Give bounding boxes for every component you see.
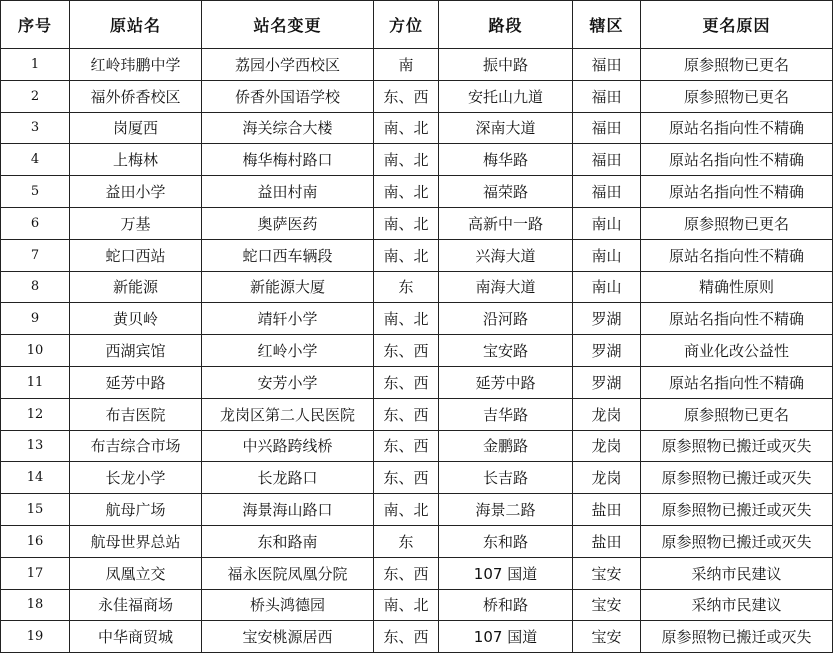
road-cell: 107 国道 [439,557,573,589]
table-row [1,589,833,621]
direction-cell: 东、西 [374,557,439,589]
new-name-cell: 龙岗区第二人民医院 [202,398,374,430]
road-cell: 南海大道 [439,271,573,303]
index-cell: 18 [1,589,70,621]
table-row [1,525,833,557]
direction-cell: 南 [374,49,439,81]
district-cell: 福田 [573,176,641,208]
table-row [1,239,833,271]
district-cell: 宝安 [573,589,641,621]
new-name-cell: 新能源大厦 [202,271,374,303]
district-cell: 福田 [573,144,641,176]
new-name-cell: 安芳小学 [202,366,374,398]
table-row [1,335,833,367]
original-name-cell: 新能源 [70,271,202,303]
district-cell: 龙岗 [573,430,641,462]
direction-cell: 南、北 [374,207,439,239]
original-name-cell: 永佳福商场 [70,589,202,621]
index-cell: 8 [1,271,70,303]
new-name-cell: 海关综合大楼 [202,112,374,144]
district-cell: 福田 [573,112,641,144]
header-cell-road: 路段 [439,1,573,49]
reason-cell: 商业化改公益性 [641,335,833,367]
table-row [1,398,833,430]
road-cell: 107 国道 [439,621,573,653]
district-cell: 南山 [573,239,641,271]
road-cell: 高新中一路 [439,207,573,239]
table-row [1,621,833,653]
direction-cell: 东、西 [374,335,439,367]
district-cell: 罗湖 [573,303,641,335]
table-row [1,112,833,144]
original-name-cell: 益田小学 [70,176,202,208]
new-name-cell: 梅华梅村路口 [202,144,374,176]
header-row [1,1,833,49]
original-name-cell: 布吉医院 [70,398,202,430]
reason-cell: 原站名指向性不精确 [641,176,833,208]
road-cell: 桥和路 [439,589,573,621]
table-row [1,80,833,112]
new-name-cell: 宝安桃源居西 [202,621,374,653]
district-cell: 宝安 [573,621,641,653]
direction-cell: 东、西 [374,430,439,462]
table-row [1,462,833,494]
header-cell-index: 序号 [1,1,70,49]
original-name-cell: 福外侨香校区 [70,80,202,112]
table-row [1,144,833,176]
new-name-cell: 侨香外国语学校 [202,80,374,112]
original-name-cell: 岗厦西 [70,112,202,144]
index-cell: 4 [1,144,70,176]
reason-cell: 原站名指向性不精确 [641,144,833,176]
direction-cell: 南、北 [374,176,439,208]
index-cell: 14 [1,462,70,494]
road-cell: 深南大道 [439,112,573,144]
table-row [1,176,833,208]
original-name-cell: 西湖宾馆 [70,335,202,367]
road-cell: 兴海大道 [439,239,573,271]
reason-cell: 原站名指向性不精确 [641,303,833,335]
new-name-cell: 中兴路跨线桥 [202,430,374,462]
header-cell-original-name: 原站名 [70,1,202,49]
direction-cell: 东 [374,525,439,557]
direction-cell: 南、北 [374,589,439,621]
direction-cell: 东、西 [374,462,439,494]
index-cell: 6 [1,207,70,239]
index-cell: 12 [1,398,70,430]
new-name-cell: 蛇口西车辆段 [202,239,374,271]
direction-cell: 南、北 [374,303,439,335]
header-cell-direction: 方位 [374,1,439,49]
original-name-cell: 上梅林 [70,144,202,176]
index-cell: 1 [1,49,70,81]
original-name-cell: 黄贝岭 [70,303,202,335]
reason-cell: 原参照物已搬迁或灭失 [641,462,833,494]
district-cell: 南山 [573,271,641,303]
district-cell: 龙岗 [573,462,641,494]
road-cell: 沿河路 [439,303,573,335]
reason-cell: 原参照物已搬迁或灭失 [641,525,833,557]
index-cell: 5 [1,176,70,208]
district-cell: 福田 [573,80,641,112]
new-name-cell: 红岭小学 [202,335,374,367]
road-cell: 金鹏路 [439,430,573,462]
direction-cell: 南、北 [374,144,439,176]
index-cell: 10 [1,335,70,367]
original-name-cell: 长龙小学 [70,462,202,494]
new-name-cell: 长龙路口 [202,462,374,494]
reason-cell: 采纳市民建议 [641,557,833,589]
table-row [1,49,833,81]
index-cell: 2 [1,80,70,112]
direction-cell: 东 [374,271,439,303]
new-name-cell: 东和路南 [202,525,374,557]
reason-cell: 原参照物已更名 [641,49,833,81]
road-cell: 东和路 [439,525,573,557]
direction-cell: 南、北 [374,239,439,271]
district-cell: 南山 [573,207,641,239]
direction-cell: 东、西 [374,621,439,653]
header-cell-district: 辖区 [573,1,641,49]
reason-cell: 原站名指向性不精确 [641,239,833,271]
reason-cell: 采纳市民建议 [641,589,833,621]
new-name-cell: 靖轩小学 [202,303,374,335]
original-name-cell: 布吉综合市场 [70,430,202,462]
table-row [1,303,833,335]
reason-cell: 原参照物已更名 [641,207,833,239]
district-cell: 盐田 [573,494,641,526]
index-cell: 9 [1,303,70,335]
road-cell: 宝安路 [439,335,573,367]
reason-cell: 原参照物已搬迁或灭失 [641,494,833,526]
index-cell: 11 [1,366,70,398]
direction-cell: 东、西 [374,366,439,398]
district-cell: 罗湖 [573,335,641,367]
index-cell: 3 [1,112,70,144]
table-row [1,494,833,526]
table-row [1,557,833,589]
original-name-cell: 中华商贸城 [70,621,202,653]
new-name-cell: 海景海山路口 [202,494,374,526]
reason-cell: 原站名指向性不精确 [641,366,833,398]
header-cell-new-name: 站名变更 [202,1,374,49]
reason-cell: 原参照物已更名 [641,398,833,430]
index-cell: 17 [1,557,70,589]
road-cell: 安托山九道 [439,80,573,112]
direction-cell: 南、北 [374,494,439,526]
index-cell: 15 [1,494,70,526]
original-name-cell: 航母世界总站 [70,525,202,557]
district-cell: 罗湖 [573,366,641,398]
table-header [1,1,833,49]
new-name-cell: 奥萨医药 [202,207,374,239]
table-row [1,271,833,303]
new-name-cell: 福永医院凤凰分院 [202,557,374,589]
reason-cell: 原站名指向性不精确 [641,112,833,144]
original-name-cell: 万基 [70,207,202,239]
index-cell: 16 [1,525,70,557]
table-row [1,207,833,239]
road-cell: 延芳中路 [439,366,573,398]
table-row [1,430,833,462]
district-cell: 龙岗 [573,398,641,430]
district-cell: 福田 [573,49,641,81]
index-cell: 7 [1,239,70,271]
direction-cell: 东、西 [374,80,439,112]
new-name-cell: 桥头鸿德园 [202,589,374,621]
original-name-cell: 蛇口西站 [70,239,202,271]
new-name-cell: 荔园小学西校区 [202,49,374,81]
district-cell: 宝安 [573,557,641,589]
reason-cell: 原参照物已搬迁或灭失 [641,621,833,653]
original-name-cell: 红岭玮鹏中学 [70,49,202,81]
original-name-cell: 航母广场 [70,494,202,526]
district-cell: 盐田 [573,525,641,557]
index-cell: 19 [1,621,70,653]
road-cell: 梅华路 [439,144,573,176]
original-name-cell: 凤凰立交 [70,557,202,589]
direction-cell: 东、西 [374,398,439,430]
original-name-cell: 延芳中路 [70,366,202,398]
reason-cell: 原参照物已更名 [641,80,833,112]
table-row [1,366,833,398]
new-name-cell: 益田村南 [202,176,374,208]
road-cell: 长吉路 [439,462,573,494]
header-cell-reason: 更名原因 [641,1,833,49]
road-cell: 振中路 [439,49,573,81]
road-cell: 海景二路 [439,494,573,526]
reason-cell: 原参照物已搬迁或灭失 [641,430,833,462]
road-cell: 福荣路 [439,176,573,208]
reason-cell: 精确性原则 [641,271,833,303]
table-body [1,49,833,653]
road-cell: 吉华路 [439,398,573,430]
index-cell: 13 [1,430,70,462]
direction-cell: 南、北 [374,112,439,144]
